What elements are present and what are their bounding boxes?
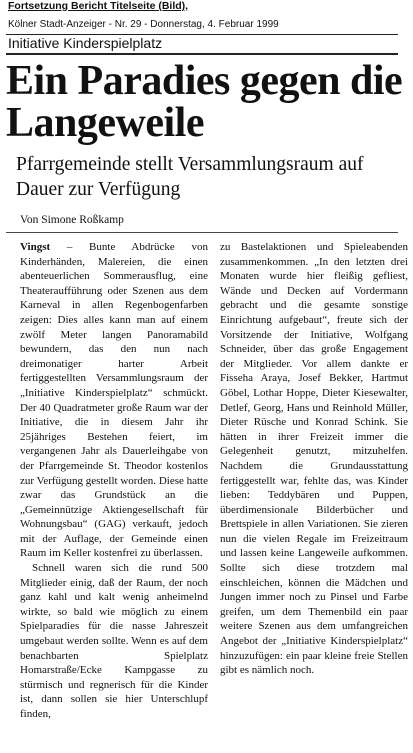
kicker-rule bbox=[6, 53, 398, 55]
paragraph bbox=[20, 240, 208, 561]
continuation-note: Fortsetzung Bericht Titelseite (Bild), bbox=[8, 0, 189, 12]
section-kicker: Initiative Kinderspielplatz bbox=[8, 35, 163, 51]
byline: Von Simone Roßkamp bbox=[20, 214, 124, 226]
byline-rule bbox=[6, 232, 398, 233]
article-column-left bbox=[20, 240, 208, 722]
headline: Ein Paradies gegen die Langeweile bbox=[6, 58, 403, 146]
subheadline: Pfarrgemeinde stellt Versammlungsraum auf Dauer zur Verfügung bbox=[16, 154, 364, 200]
dateline: Vingst bbox=[20, 241, 51, 253]
paragraph: zu Bastelaktionen und Spieleabenden zusammenkommen. „In den letzten drei Monaten wurde hier fleißig gefliest, Wände und Decken auf Vordermann gebracht und die gesamte sonstige Einrichtung aufgebaut“, freute sich der Vorsitzende der Initiative, Wolfgang Schneider, über das große Engagement der Mitglieder. Vor allem dankte er Fisseha Araya, Josef Bekker, Hartmut Göbel, Lothar Hoppe, Dieter Kiesewalter, Detlef, Georg, Hans und Reinhold Müller, Dieter Rüsche und Konrad Schink. Sie hätten in ihrer Freizeit immer die Gelegenheit genutzt, mitzuhelfen. Nachdem die Grundausstattung fertiggestellt war, fehlte das, was Kinder lieben: Teddybären und Puppen, überdimensionale Bilderbücher und Brettspiele in allen Variationen. Sie zieren nun die vielen Regale im Freizeitraum und lassen keine Langeweile aufkommen. Sollte sich diese trotzdem mal einschleichen, können die Mädchen und Jungen immer noch zu Pinsel und Farbe greifen, um dem Themenbild ein paar weitere Szenen aus dem umfangreichen Angebot der „Initiative Kinderspielplatz“ hinzuzufügen: ein paar kleine freie Stellen gibt es nämlich noch. bbox=[220, 241, 408, 677]
paragraph-text: – Bunte Abdrücke von Kinderhänden, Malereien, die einen abenteuerlichen Sommerausflug, eine Theateraufführung oder Szenen aus dem Karneval in allen Regenbogenfarben zeigen: Dies alles kann man auf einem zwölf Meter langen Panoramabild bewundern, das den nun nach dreimonatiger harter Arbeit fertiggestellten Versammlungsraum der „Initiative Kinderspielplatz“ schmückt. Der 40 Quadratmeter große Raum war der Initiative, die in diesem Jahr ihr 25jähriges Bestehen feiert, im vergangenen Jahr als Dauerleihgabe von der Pfarrgemeinde St. Theodor kostenlos zur Verfügung gestellt worden. Diese hatte zwar das Grundstück an die „Gemeinnützige Aktiengesellschaft für Wohnungsbau“ (GAG) verkauft, jedoch mit der Auflage, der Gemeinde einen Raum im Keller kostenfrei zu überlassen. bbox=[20, 241, 208, 560]
paragraph: Schnell waren sich die rund 500 Mitglieder einig, daß der Raum, der noch ganz kahl und kalt wenig anheimelnd wirkte, so bald wie möglich zu einem Spielparadies für die nasse Jahreszeit umgebaut werden sollte. Wenn es auf dem benachbarten Spielplatz Homarstraße/Ecke Kampgasse zu stürmisch und regnerisch für die Kinder ist, dann sollen sie hier Unterschlupf finden, bbox=[20, 562, 208, 720]
source-line: Kölner Stadt-Anzeiger - Nr. 29 - Donnerstag, 4. Februar 1999 bbox=[8, 19, 279, 30]
article-column-right bbox=[220, 240, 408, 678]
